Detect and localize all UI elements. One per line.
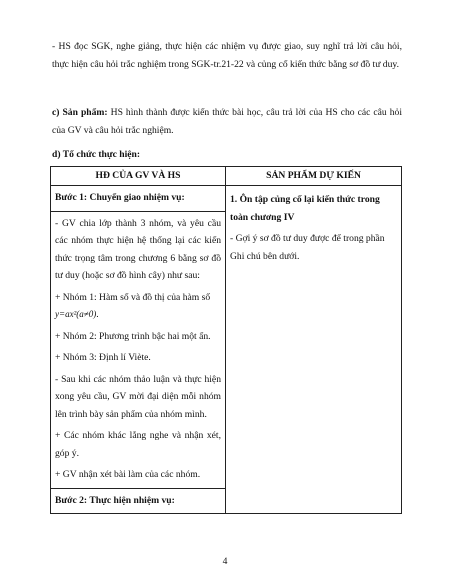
review-text: + GV nhận xét bài làm của các nhóm. [55, 469, 201, 480]
group3-text: + Nhóm 3: Định lí Viète. [55, 352, 151, 363]
after-discussion-text: - Sau khi các nhóm thảo luận và thực hiện xong yêu cầu, GV mời đại diện mỗi nhóm lên trình bày sản phẩm của nhóm mình. [55, 373, 221, 420]
teacher-student-cell [51, 186, 226, 514]
expected-product-cell [226, 186, 402, 514]
step2-title: Bước 2: Thực hiện nhiệm vụ: [55, 494, 175, 506]
product-text: HS hình thành được kiến thức bài học, câu trả lời của HS cho các câu hỏi của GV và câu hỏi trắc nghiệm. [52, 107, 402, 136]
listen-text: + Các nhóm khác lắng nghe và nhận xét, góp ý. [55, 430, 221, 459]
header-expected-product: SẢN PHẨM DỰ KIẾN [226, 167, 402, 186]
group1-formula: y=ax²(a≠0) [55, 309, 97, 319]
step1-title: Bước 1: Chuyển giao nhiệm vụ: [51, 186, 225, 212]
group1-text: + Nhóm 1: Hàm số và đồ thị của hàm số [55, 291, 211, 303]
step1-section [51, 212, 225, 489]
page-number: 4 [222, 556, 228, 567]
table-row [51, 186, 402, 514]
group2-text: + Nhóm 2: Phương trình bậc hai một ẩn. [55, 330, 211, 342]
step1-text: - GV chia lớp thành 3 nhóm, và yêu cầu các nhóm thực hiện hệ thống lại các kiến thức trọng tâm trong chương 6 bằng sơ đồ tư duy (hoặc sơ đồ hình cây) như sau: [55, 217, 221, 281]
organization-heading: d) Tổ chức thực hiện: [52, 149, 141, 160]
review-section-title: 1. Ôn tập củng cố lại kiến thức trong toàn chương IV [230, 194, 380, 223]
group1-end: . [96, 309, 99, 320]
header-teacher-student: HĐ CỦA GV VÀ HS [51, 167, 226, 186]
group1-formula-line [55, 306, 221, 324]
table-header-row [51, 167, 402, 186]
product-label: c) Sản phẩm: [52, 107, 108, 118]
intro-paragraph: - HS đọc SGK, nghe giảng, thực hiện các nhiệm vụ được giao, suy nghĩ trả lời câu hỏi, thực hiện câu hỏi trắc nghiệm trong SGK-tr.21-22 và củng cố kiến thức bằng sơ đồ tư duy. [52, 41, 402, 70]
mindmap-hint: - Gợi ý sơ đồ tư duy được để trong phần Ghi chú bên dưới. [230, 233, 385, 262]
activity-table [50, 166, 402, 514]
product-paragraph [52, 104, 402, 140]
